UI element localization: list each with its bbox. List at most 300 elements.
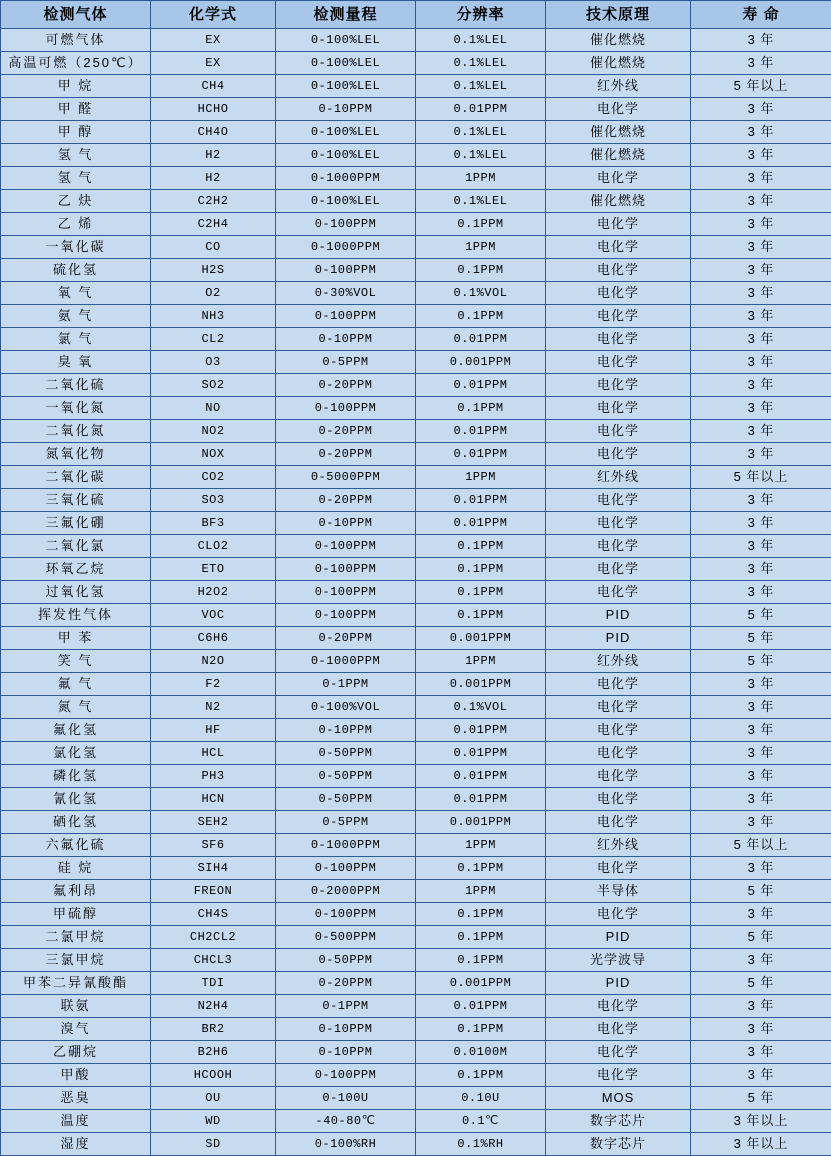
cell-lifespan: 3 年 — [691, 535, 831, 558]
cell-gas-name: 乙 炔 — [1, 190, 151, 213]
cell-resolution: 0.01PPM — [416, 489, 546, 512]
cell-lifespan: 3 年 — [691, 1018, 831, 1041]
cell-resolution: 1PPM — [416, 236, 546, 259]
cell-gas-name: 氟化氢 — [1, 719, 151, 742]
cell-technology: 电化学 — [546, 98, 691, 121]
table-row — [1, 52, 831, 75]
table-row — [1, 765, 831, 788]
cell-detection-range: 0-1000PPM — [276, 167, 416, 190]
cell-detection-range: 0-50PPM — [276, 765, 416, 788]
cell-chemical-formula: OU — [151, 1087, 276, 1110]
cell-technology: PID — [546, 972, 691, 995]
cell-resolution: 0.001PPM — [416, 351, 546, 374]
cell-lifespan: 3 年 — [691, 282, 831, 305]
cell-technology: 电化学 — [546, 443, 691, 466]
cell-lifespan: 3 年 — [691, 190, 831, 213]
table-row — [1, 1041, 831, 1064]
cell-technology: 电化学 — [546, 489, 691, 512]
cell-lifespan: 3 年 — [691, 305, 831, 328]
cell-lifespan: 5 年 — [691, 650, 831, 673]
cell-chemical-formula: NH3 — [151, 305, 276, 328]
cell-chemical-formula: C2H4 — [151, 213, 276, 236]
cell-resolution: 0.1%LEL — [416, 75, 546, 98]
cell-lifespan: 5 年以上 — [691, 834, 831, 857]
cell-gas-name: 甲 醇 — [1, 121, 151, 144]
cell-technology: 催化燃烧 — [546, 52, 691, 75]
cell-chemical-formula: HCN — [151, 788, 276, 811]
table-row — [1, 926, 831, 949]
cell-resolution: 0.01PPM — [416, 374, 546, 397]
cell-technology: 催化燃烧 — [546, 190, 691, 213]
cell-technology: 电化学 — [546, 535, 691, 558]
cell-gas-name: 二氧化碳 — [1, 466, 151, 489]
cell-resolution: 0.001PPM — [416, 627, 546, 650]
cell-technology: 红外线 — [546, 834, 691, 857]
cell-chemical-formula: CO2 — [151, 466, 276, 489]
cell-lifespan: 3 年 — [691, 995, 831, 1018]
cell-lifespan: 3 年 — [691, 558, 831, 581]
cell-chemical-formula: N2H4 — [151, 995, 276, 1018]
cell-chemical-formula: C6H6 — [151, 627, 276, 650]
cell-lifespan: 3 年 — [691, 742, 831, 765]
cell-lifespan: 3 年 — [691, 903, 831, 926]
cell-chemical-formula: SEH2 — [151, 811, 276, 834]
cell-chemical-formula: C2H2 — [151, 190, 276, 213]
cell-detection-range: 0-5PPM — [276, 351, 416, 374]
cell-chemical-formula: O3 — [151, 351, 276, 374]
cell-gas-name: 六氟化硫 — [1, 834, 151, 857]
cell-gas-name: 挥发性气体 — [1, 604, 151, 627]
cell-detection-range: 0-2000PPM — [276, 880, 416, 903]
cell-chemical-formula: TDI — [151, 972, 276, 995]
cell-detection-range: 0-10PPM — [276, 328, 416, 351]
cell-gas-name: 氰化氢 — [1, 788, 151, 811]
cell-gas-name: 可燃气体 — [1, 29, 151, 52]
cell-detection-range: -40-80℃ — [276, 1110, 416, 1133]
cell-chemical-formula: PH3 — [151, 765, 276, 788]
cell-technology: 电化学 — [546, 558, 691, 581]
table-row — [1, 29, 831, 52]
cell-technology: 光学波导 — [546, 949, 691, 972]
cell-gas-name: 氯 气 — [1, 328, 151, 351]
cell-resolution: 0.01PPM — [416, 995, 546, 1018]
cell-technology: PID — [546, 926, 691, 949]
cell-gas-name: 臭 氧 — [1, 351, 151, 374]
cell-technology: 电化学 — [546, 236, 691, 259]
column-header-chemical-formula: 化学式 — [151, 1, 276, 29]
cell-detection-range: 0-100%VOL — [276, 696, 416, 719]
table-row — [1, 190, 831, 213]
cell-lifespan: 3 年 — [691, 1064, 831, 1087]
cell-technology: 电化学 — [546, 213, 691, 236]
cell-gas-name: 甲 苯 — [1, 627, 151, 650]
table-row — [1, 167, 831, 190]
cell-gas-name: 联氨 — [1, 995, 151, 1018]
cell-detection-range: 0-20PPM — [276, 443, 416, 466]
cell-resolution: 0.1PPM — [416, 604, 546, 627]
cell-resolution: 0.001PPM — [416, 811, 546, 834]
cell-lifespan: 5 年 — [691, 1087, 831, 1110]
cell-detection-range: 0-20PPM — [276, 627, 416, 650]
table-header-row — [1, 1, 831, 29]
cell-gas-name: 三氯甲烷 — [1, 949, 151, 972]
cell-lifespan: 3 年 — [691, 788, 831, 811]
cell-chemical-formula: CL2 — [151, 328, 276, 351]
table-row — [1, 305, 831, 328]
cell-detection-range: 0-100%LEL — [276, 75, 416, 98]
cell-resolution: 0.1PPM — [416, 903, 546, 926]
cell-lifespan: 3 年 — [691, 443, 831, 466]
table-row — [1, 834, 831, 857]
table-row — [1, 1087, 831, 1110]
cell-detection-range: 0-100PPM — [276, 857, 416, 880]
cell-lifespan: 5 年以上 — [691, 466, 831, 489]
cell-gas-name: 乙硼烷 — [1, 1041, 151, 1064]
cell-lifespan: 3 年 — [691, 1041, 831, 1064]
cell-resolution: 0.01PPM — [416, 765, 546, 788]
cell-chemical-formula: WD — [151, 1110, 276, 1133]
table-row — [1, 144, 831, 167]
column-header-detection-range: 检测量程 — [276, 1, 416, 29]
cell-gas-name: 氧 气 — [1, 282, 151, 305]
cell-resolution: 0.1%RH — [416, 1133, 546, 1156]
cell-lifespan: 3 年 — [691, 673, 831, 696]
cell-resolution: 0.1PPM — [416, 857, 546, 880]
cell-lifespan: 3 年 — [691, 811, 831, 834]
cell-gas-name: 氢 气 — [1, 167, 151, 190]
cell-detection-range: 0-100%LEL — [276, 144, 416, 167]
cell-chemical-formula: SF6 — [151, 834, 276, 857]
table-row — [1, 351, 831, 374]
table-row — [1, 397, 831, 420]
cell-chemical-formula: EX — [151, 29, 276, 52]
cell-gas-name: 笑 气 — [1, 650, 151, 673]
cell-gas-name: 二氧化氯 — [1, 535, 151, 558]
cell-detection-range: 0-1PPM — [276, 673, 416, 696]
cell-resolution: 0.1%LEL — [416, 52, 546, 75]
table-row — [1, 75, 831, 98]
cell-resolution: 0.1PPM — [416, 558, 546, 581]
cell-detection-range: 0-10PPM — [276, 512, 416, 535]
cell-resolution: 0.01PPM — [416, 788, 546, 811]
cell-detection-range: 0-100PPM — [276, 558, 416, 581]
cell-detection-range: 0-10PPM — [276, 1018, 416, 1041]
cell-gas-name: 硫化氢 — [1, 259, 151, 282]
table-row — [1, 581, 831, 604]
cell-chemical-formula: FREON — [151, 880, 276, 903]
cell-chemical-formula: CLO2 — [151, 535, 276, 558]
cell-resolution: 0.1PPM — [416, 1064, 546, 1087]
cell-lifespan: 3 年 — [691, 719, 831, 742]
cell-lifespan: 3 年 — [691, 121, 831, 144]
table-row — [1, 98, 831, 121]
cell-detection-range: 0-100%LEL — [276, 52, 416, 75]
cell-gas-name: 二氯甲烷 — [1, 926, 151, 949]
cell-resolution: 0.1PPM — [416, 397, 546, 420]
cell-technology: 电化学 — [546, 420, 691, 443]
cell-gas-name: 过氧化氢 — [1, 581, 151, 604]
cell-gas-name: 温度 — [1, 1110, 151, 1133]
cell-chemical-formula: CH4S — [151, 903, 276, 926]
cell-chemical-formula: EX — [151, 52, 276, 75]
cell-chemical-formula: SIH4 — [151, 857, 276, 880]
cell-resolution: 0.1%LEL — [416, 144, 546, 167]
cell-resolution: 0.0100M — [416, 1041, 546, 1064]
cell-technology: 电化学 — [546, 1064, 691, 1087]
cell-chemical-formula: F2 — [151, 673, 276, 696]
table-row — [1, 558, 831, 581]
table-row — [1, 972, 831, 995]
cell-detection-range: 0-100PPM — [276, 1064, 416, 1087]
cell-gas-name: 氨 气 — [1, 305, 151, 328]
table-row — [1, 236, 831, 259]
cell-chemical-formula: CH4 — [151, 75, 276, 98]
cell-chemical-formula: SD — [151, 1133, 276, 1156]
cell-detection-range: 0-1000PPM — [276, 650, 416, 673]
table-row — [1, 696, 831, 719]
cell-lifespan: 5 年 — [691, 604, 831, 627]
cell-technology: 电化学 — [546, 765, 691, 788]
cell-resolution: 0.1PPM — [416, 535, 546, 558]
cell-technology: 电化学 — [546, 1041, 691, 1064]
cell-gas-name: 三氟化硼 — [1, 512, 151, 535]
cell-chemical-formula: H2 — [151, 167, 276, 190]
cell-technology: 电化学 — [546, 742, 691, 765]
cell-technology: 电化学 — [546, 857, 691, 880]
cell-gas-name: 磷化氢 — [1, 765, 151, 788]
cell-technology: 催化燃烧 — [546, 121, 691, 144]
cell-technology: 电化学 — [546, 696, 691, 719]
table-row — [1, 880, 831, 903]
table-row — [1, 604, 831, 627]
cell-resolution: 0.1PPM — [416, 581, 546, 604]
table-row — [1, 374, 831, 397]
cell-lifespan: 3 年 — [691, 420, 831, 443]
cell-lifespan: 3 年 — [691, 52, 831, 75]
cell-lifespan: 5 年 — [691, 627, 831, 650]
cell-resolution: 0.1PPM — [416, 259, 546, 282]
cell-gas-name: 高温可燃（250℃） — [1, 52, 151, 75]
cell-resolution: 0.1PPM — [416, 926, 546, 949]
cell-detection-range: 0-100PPM — [276, 259, 416, 282]
cell-detection-range: 0-1000PPM — [276, 834, 416, 857]
cell-resolution: 0.10U — [416, 1087, 546, 1110]
cell-detection-range: 0-50PPM — [276, 742, 416, 765]
cell-resolution: 0.01PPM — [416, 420, 546, 443]
cell-gas-name: 甲硫醇 — [1, 903, 151, 926]
table-row — [1, 719, 831, 742]
cell-technology: PID — [546, 627, 691, 650]
cell-detection-range: 0-5000PPM — [276, 466, 416, 489]
cell-technology: 红外线 — [546, 75, 691, 98]
cell-technology: PID — [546, 604, 691, 627]
cell-chemical-formula: BF3 — [151, 512, 276, 535]
cell-gas-name: 溴气 — [1, 1018, 151, 1041]
cell-chemical-formula: NO — [151, 397, 276, 420]
cell-lifespan: 3 年 — [691, 328, 831, 351]
cell-lifespan: 3 年 — [691, 512, 831, 535]
cell-gas-name: 硒化氢 — [1, 811, 151, 834]
table-row — [1, 857, 831, 880]
cell-lifespan: 3 年 — [691, 765, 831, 788]
cell-chemical-formula: HCOOH — [151, 1064, 276, 1087]
cell-chemical-formula: N2O — [151, 650, 276, 673]
cell-technology: 电化学 — [546, 351, 691, 374]
cell-technology: 红外线 — [546, 650, 691, 673]
cell-resolution: 0.1%VOL — [416, 696, 546, 719]
cell-lifespan: 3 年以上 — [691, 1133, 831, 1156]
cell-detection-range: 0-100PPM — [276, 397, 416, 420]
cell-resolution: 0.01PPM — [416, 443, 546, 466]
cell-gas-name: 二氧化氮 — [1, 420, 151, 443]
cell-technology: 催化燃烧 — [546, 144, 691, 167]
cell-chemical-formula: ETO — [151, 558, 276, 581]
cell-technology: 催化燃烧 — [546, 29, 691, 52]
cell-detection-range: 0-10PPM — [276, 719, 416, 742]
cell-gas-name: 氢 气 — [1, 144, 151, 167]
cell-chemical-formula: H2 — [151, 144, 276, 167]
cell-technology: 数字芯片 — [546, 1110, 691, 1133]
cell-gas-name: 甲 烷 — [1, 75, 151, 98]
cell-gas-name: 三氧化硫 — [1, 489, 151, 512]
cell-resolution: 0.01PPM — [416, 742, 546, 765]
column-header-lifespan: 寿 命 — [691, 1, 831, 29]
cell-technology: 电化学 — [546, 397, 691, 420]
table-row — [1, 650, 831, 673]
table-row — [1, 1018, 831, 1041]
table-row — [1, 788, 831, 811]
cell-lifespan: 3 年 — [691, 29, 831, 52]
cell-resolution: 0.1%LEL — [416, 121, 546, 144]
column-header-gas-name: 检测气体 — [1, 1, 151, 29]
cell-resolution: 0.1℃ — [416, 1110, 546, 1133]
cell-lifespan: 3 年 — [691, 581, 831, 604]
cell-resolution: 1PPM — [416, 466, 546, 489]
cell-gas-name: 氟 气 — [1, 673, 151, 696]
cell-gas-name: 氟利昂 — [1, 880, 151, 903]
cell-chemical-formula: CO — [151, 236, 276, 259]
cell-technology: 红外线 — [546, 466, 691, 489]
cell-resolution: 1PPM — [416, 167, 546, 190]
cell-lifespan: 5 年 — [691, 926, 831, 949]
cell-technology: 电化学 — [546, 788, 691, 811]
cell-technology: 数字芯片 — [546, 1133, 691, 1156]
cell-detection-range: 0-1PPM — [276, 995, 416, 1018]
cell-resolution: 0.1%LEL — [416, 190, 546, 213]
cell-technology: 电化学 — [546, 903, 691, 926]
table-row — [1, 121, 831, 144]
cell-detection-range: 0-20PPM — [276, 972, 416, 995]
cell-lifespan: 5 年 — [691, 972, 831, 995]
cell-technology: 电化学 — [546, 1018, 691, 1041]
column-header-resolution: 分辨率 — [416, 1, 546, 29]
cell-gas-name: 湿度 — [1, 1133, 151, 1156]
cell-detection-range: 0-10PPM — [276, 1041, 416, 1064]
cell-chemical-formula: VOC — [151, 604, 276, 627]
cell-resolution: 0.1PPM — [416, 949, 546, 972]
cell-detection-range: 0-50PPM — [276, 788, 416, 811]
cell-detection-range: 0-30%VOL — [276, 282, 416, 305]
cell-detection-range: 0-1000PPM — [276, 236, 416, 259]
cell-technology: 电化学 — [546, 811, 691, 834]
cell-technology: 电化学 — [546, 512, 691, 535]
cell-lifespan: 5 年以上 — [691, 75, 831, 98]
cell-resolution: 1PPM — [416, 834, 546, 857]
cell-lifespan: 3 年以上 — [691, 1110, 831, 1133]
cell-resolution: 0.01PPM — [416, 328, 546, 351]
cell-detection-range: 0-500PPM — [276, 926, 416, 949]
cell-detection-range: 0-50PPM — [276, 949, 416, 972]
cell-chemical-formula: SO3 — [151, 489, 276, 512]
cell-technology: 电化学 — [546, 282, 691, 305]
table-row — [1, 328, 831, 351]
table-row — [1, 535, 831, 558]
cell-detection-range: 0-100U — [276, 1087, 416, 1110]
cell-lifespan: 3 年 — [691, 167, 831, 190]
cell-gas-name: 氮氧化物 — [1, 443, 151, 466]
cell-chemical-formula: B2H6 — [151, 1041, 276, 1064]
cell-gas-name: 氮 气 — [1, 696, 151, 719]
cell-detection-range: 0-20PPM — [276, 489, 416, 512]
cell-detection-range: 0-20PPM — [276, 374, 416, 397]
cell-chemical-formula: CHCL3 — [151, 949, 276, 972]
cell-chemical-formula: BR2 — [151, 1018, 276, 1041]
cell-technology: 电化学 — [546, 305, 691, 328]
cell-detection-range: 0-10PPM — [276, 98, 416, 121]
cell-lifespan: 3 年 — [691, 949, 831, 972]
table-row — [1, 1064, 831, 1087]
cell-technology: 电化学 — [546, 259, 691, 282]
cell-resolution: 1PPM — [416, 650, 546, 673]
table-row — [1, 466, 831, 489]
table-row — [1, 673, 831, 696]
cell-detection-range: 0-100PPM — [276, 604, 416, 627]
cell-lifespan: 3 年 — [691, 351, 831, 374]
cell-chemical-formula: HF — [151, 719, 276, 742]
cell-gas-name: 恶臭 — [1, 1087, 151, 1110]
table-row — [1, 1110, 831, 1133]
cell-detection-range: 0-20PPM — [276, 420, 416, 443]
cell-chemical-formula: N2 — [151, 696, 276, 719]
table-row — [1, 443, 831, 466]
table-row — [1, 489, 831, 512]
cell-resolution: 0.01PPM — [416, 98, 546, 121]
cell-technology: 电化学 — [546, 995, 691, 1018]
cell-detection-range: 0-5PPM — [276, 811, 416, 834]
table-row — [1, 903, 831, 926]
cell-detection-range: 0-100%LEL — [276, 190, 416, 213]
cell-resolution: 0.1%VOL — [416, 282, 546, 305]
table-row — [1, 742, 831, 765]
cell-chemical-formula: O2 — [151, 282, 276, 305]
table-row — [1, 811, 831, 834]
cell-gas-name: 一氧化氮 — [1, 397, 151, 420]
column-header-technology: 技术原理 — [546, 1, 691, 29]
cell-technology: MOS — [546, 1087, 691, 1110]
table-row — [1, 213, 831, 236]
cell-chemical-formula: H2O2 — [151, 581, 276, 604]
table-row — [1, 512, 831, 535]
cell-technology: 电化学 — [546, 374, 691, 397]
cell-lifespan: 3 年 — [691, 98, 831, 121]
cell-detection-range: 0-100PPM — [276, 305, 416, 328]
cell-lifespan: 3 年 — [691, 397, 831, 420]
table-row — [1, 949, 831, 972]
cell-resolution: 0.1PPM — [416, 1018, 546, 1041]
table-row — [1, 627, 831, 650]
table-row — [1, 420, 831, 443]
cell-resolution: 0.001PPM — [416, 673, 546, 696]
